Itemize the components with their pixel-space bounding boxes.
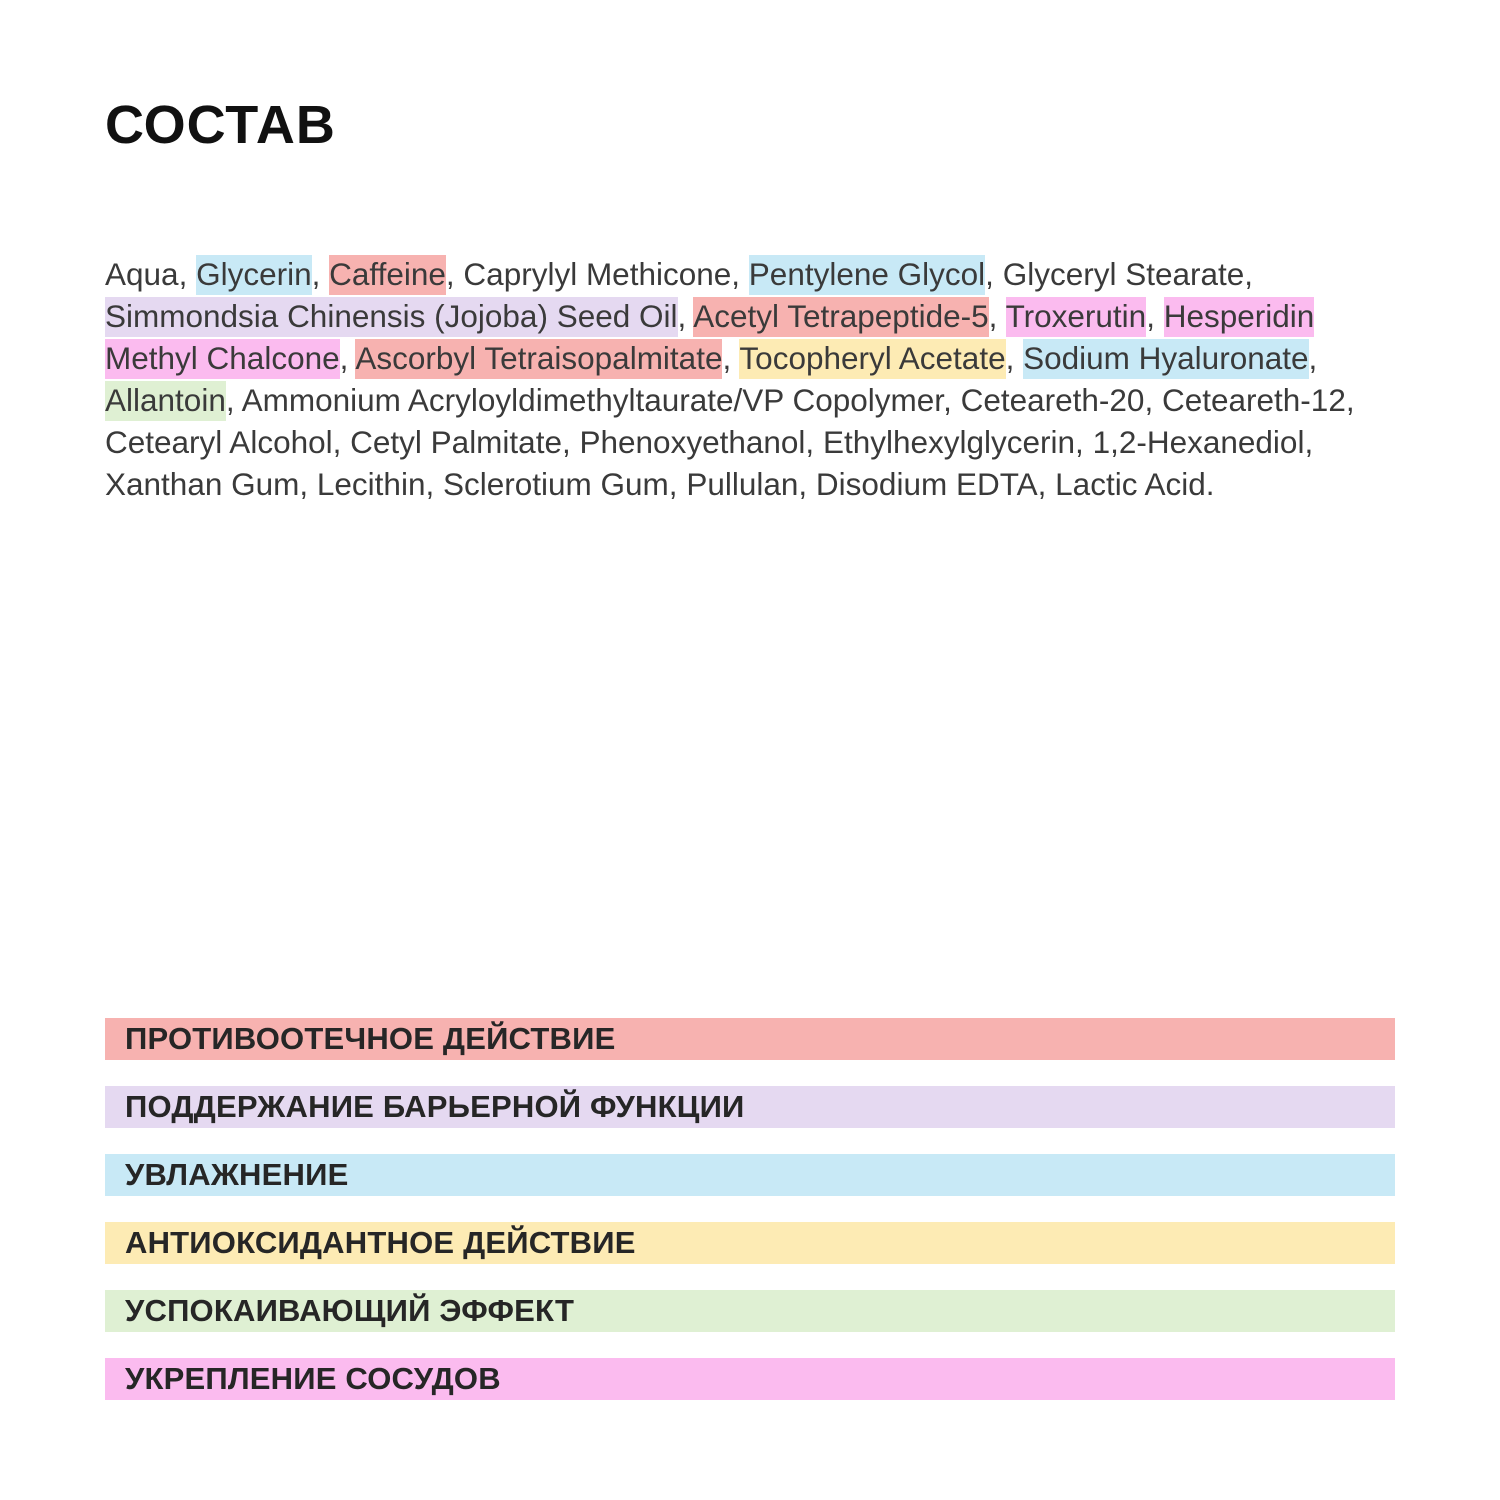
ingredient-item: Ceteareth-12	[1161, 382, 1346, 418]
ingredient-item: 1,2-Hexanediol	[1092, 424, 1305, 460]
ingredient-item: Ethylhexylglycerin	[822, 424, 1076, 460]
legend-label: УВЛАЖНЕНИЕ	[125, 1157, 349, 1192]
legend-item-antioxidant	[105, 1222, 1395, 1264]
legend-item-barrier	[105, 1086, 1395, 1128]
ingredient-item: Hesperidin Methyl Chalcone	[105, 297, 1314, 379]
legend-item-soothing	[105, 1290, 1395, 1332]
ingredient-item: Caprylyl Methicone	[463, 256, 732, 292]
ingredient-item: Lactic Acid	[1055, 466, 1206, 502]
ingredient-item: Pentylene Glycol	[749, 255, 985, 295]
legend-label: ПРОТИВООТЕЧНОЕ ДЕЙСТВИЕ	[125, 1021, 616, 1056]
ingredient-item: Ammonium Acryloyldimethyltaurate/VP Copolymer	[241, 382, 944, 418]
ingredient-item: Sclerotium Gum	[442, 466, 669, 502]
ingredient-item: Acetyl Tetrapeptide-5	[693, 297, 988, 337]
ingredient-item: Glycerin	[196, 255, 312, 295]
ingredient-item: Tocopheryl Acetate	[739, 339, 1005, 379]
ingredient-item: Aqua	[105, 256, 179, 292]
ingredient-item: Cetyl Palmitate	[350, 424, 562, 460]
ingredient-item: Cetearyl Alcohol	[105, 424, 333, 460]
ingredient-item: Pullulan	[686, 466, 799, 502]
ingredient-item: Simmondsia Chinensis (Jojoba) Seed Oil	[105, 297, 678, 337]
legend-label: АНТИОКСИДАНТНОЕ ДЕЙСТВИЕ	[125, 1225, 636, 1260]
legend-item-moisture	[105, 1154, 1395, 1196]
ingredient-item: Troxerutin	[1006, 297, 1147, 337]
ingredient-item: Caffeine	[329, 255, 446, 295]
ingredient-item: Glyceryl Stearate	[1002, 256, 1245, 292]
page-title: СОСТАВ	[105, 95, 336, 155]
ingredient-item: Ascorbyl Tetraisopalmitate	[355, 339, 722, 379]
ingredient-item: Sodium Hyaluronate	[1023, 339, 1308, 379]
ingredient-item: Allantoin	[105, 381, 226, 421]
ingredient-item: Ceteareth-20	[960, 382, 1145, 418]
ingredient-item: Disodium EDTA	[815, 466, 1038, 502]
legend-label: УСПОКАИВАЮЩИЙ ЭФФЕКТ	[125, 1293, 575, 1328]
legend	[105, 1018, 1395, 1426]
ingredient-item: Lecithin	[316, 466, 426, 502]
ingredient-item: Xanthan Gum	[105, 466, 300, 502]
legend-label: ПОДДЕРЖАНИЕ БАРЬЕРНОЙ ФУНКЦИИ	[125, 1089, 745, 1124]
legend-item-vessels	[105, 1358, 1395, 1400]
ingredient-item: Phenoxyethanol	[579, 424, 806, 460]
ingredients-list: Aqua, Glycerin, Caffeine, Caprylyl Methicone, Pentylene Glycol, Glyceryl Stearate, Simmondsia Chinensis (Jojoba) Seed Oil, Acetyl Tetrapeptide-5, Troxerutin, Hesperidin Methyl Chalcone, Ascorbyl Tetraisopalmitate, Tocopheryl Acetate, Sodium Hyaluronate, Allantoin, Ammonium Acryloyldimethyltaurate/VP Copolymer, Ceteareth-20, Ceteareth-12, Cetearyl Alcohol, Cetyl Palmitate, Phenoxyethanol, Ethylhexylglycerin, 1,2-Hexanediol, Xanthan Gum, Lecithin, Sclerotium Gum, Pullulan, Disodium EDTA, Lactic Acid.	[105, 253, 1395, 505]
legend-label: УКРЕПЛЕНИЕ СОСУДОВ	[125, 1361, 501, 1396]
legend-item-antiedema	[105, 1018, 1395, 1060]
